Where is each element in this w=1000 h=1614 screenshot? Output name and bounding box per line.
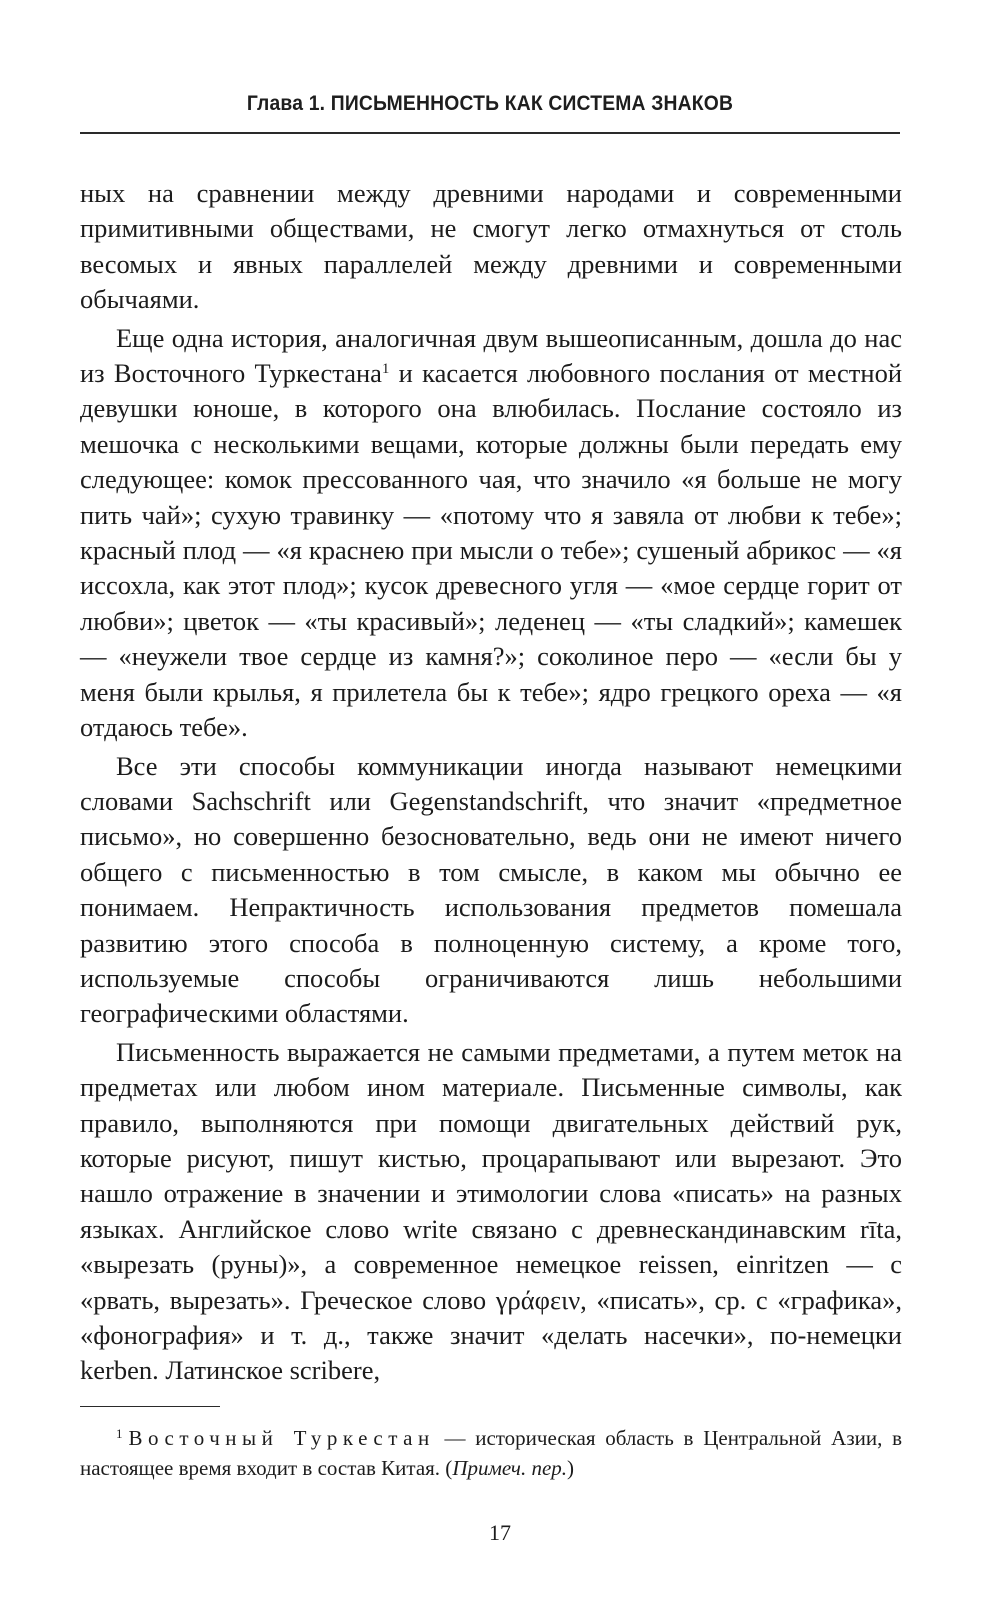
paragraph-writing-marks: Письменность выражается не самыми предметами, а путем меток на предметах или любом ином материале. Письменные символы, как правило, выполняются при помощи двигательных действий рук, которые рисуют, пишут кистью, процарапывают или вырезают. Это нашло отражение в значении и этимологии слова «писать» на разных языках. Английское слово write связано с древнескандинавским rīta, «вырезать (руны)», а современное немецкое reissen, einritzen — с «рвать, вырезать». Греческое слово γράφειν, «писать», ср. с «графика», «фонография» и т. д., также значит «делать насечки», по-немецки kerben. Латинское scribere, xyxy=(80,1036,902,1386)
footnote-rule xyxy=(80,1406,220,1407)
paragraph-text-part: и касается любовного послания от местной девушки юноше, в которого она влюбилась. Послание состояло из мешочка с несколькими вещами, которые должны были передать ему следующее: комок прессованного чая, что значило «я больше не могу пить чай»; сухую травинку — «потому что я завяла от любви к тебе»; красный плод — «я краснею при мысли о тебе»; сушеный абрикос — «я иссохла, как этот плод»; кусок древесного угля — «мое сердце горит от любви»; цветок — «ты красивый»; леденец — «ты сладкий»; камешек — «неужели твое сердце из камня?»; соколиное перо — «если бы у меня были крылья, я прилетела бы к тебе»; ядро грецкого ореха — «я отдаюсь тебе». xyxy=(80,358,903,743)
paragraph-object-writing: Все эти способы коммуникации иногда называют немецкими словами Sachschrift или Gegenstandschrift, что значит «предметное письмо», но совершенно безосновательно, ведь они не имеют ничего общего с письменностью в том смысле, в каком мы обычно ее понимаем. Непрактичность использования предметов помешала развитию этого способа в полноценную систему, а кроме того, используемые способы ограничиваются лишь небольшими географическими областями. xyxy=(80,750,902,1029)
footnote-text: — историческая область в Центральной Азии, в настоящее время входит в состав Китая. ( xyxy=(80,1426,902,1480)
paragraph-text-part: Еще одна история, аналогичная двум вышеописанным, дошла до нас из Восточного Туркестана xyxy=(80,322,902,389)
paragraph-continued: ных на сравнении между древними народами и современными примитивными обществами, не смогут легко отмахнуться от столь весомых и явных параллелей между древними и современными обычаями. xyxy=(80,178,902,315)
running-head: Глава 1. ПИСЬМЕННОСТЬ КАК СИСТЕМА ЗНАКОВ xyxy=(246,92,734,115)
footnote-term: Восточный Туркестан xyxy=(128,1426,435,1450)
translator-note: Примеч. пер. xyxy=(452,1456,568,1480)
paragraph-turkestan-story xyxy=(80,321,902,746)
body-text xyxy=(80,176,902,1389)
footnote-close: ) xyxy=(567,1456,575,1480)
footnote-mark: 1 xyxy=(116,1426,123,1441)
header-rule xyxy=(80,132,900,134)
footnote xyxy=(80,1423,902,1483)
footnote-reference[interactable]: 1 xyxy=(381,361,390,378)
page-number: 17 xyxy=(489,1520,511,1545)
